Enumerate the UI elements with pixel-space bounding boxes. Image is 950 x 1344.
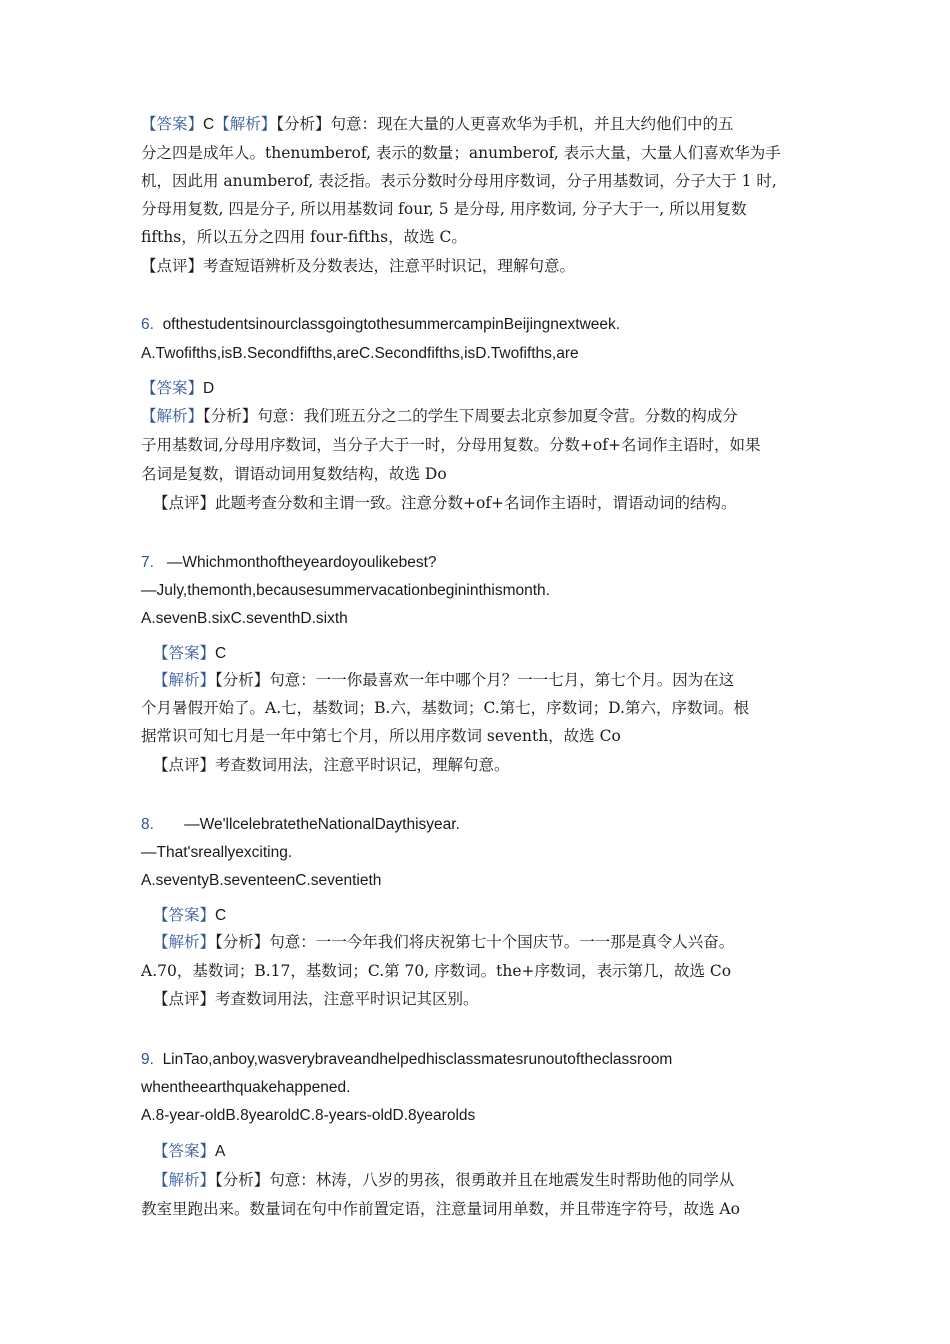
q7-answer-line bbox=[153, 643, 226, 664]
answer-tag: 【答案】 bbox=[153, 644, 216, 662]
q6-answer-line bbox=[141, 378, 214, 399]
q7-analysis-line: 个月暑假开始了。A.七，基数词；B.六，基数词；C.第七，序数词；D.第六，序数词。根 bbox=[141, 699, 749, 717]
q8-comment: 【点评】考查数词用法，注意平时识记其区别。 bbox=[153, 990, 479, 1008]
q7-analysis-line: 据常识可知七月是一年中第七个月，所以用序数词 seventh，故选 Co bbox=[141, 727, 621, 745]
q5-comment: 【点评】考查短语辨析及分数表达，注意平时识记，理解句意。 bbox=[141, 257, 576, 275]
answer-tag: 【答案】 bbox=[153, 906, 216, 924]
q8-answer-line bbox=[153, 905, 226, 926]
answer-tag: 【答案】 bbox=[141, 379, 204, 397]
q6-stem bbox=[141, 315, 620, 335]
q8-stem bbox=[141, 815, 460, 835]
question-number: 9. bbox=[141, 1051, 154, 1068]
q7-comment: 【点评】考查数词用法，注意平时识记，理解句意。 bbox=[153, 756, 510, 774]
analysis-text: 【分析】句意：一一你最喜欢一年中哪个月？一一七月，第七个月。因为在这 bbox=[215, 671, 735, 689]
analysis-text: 【分析】句意：林涛，八岁的男孩，很勇敢并且在地震发生时帮助他的同学从 bbox=[215, 1171, 735, 1189]
jiexi-tag: 【解析】 bbox=[141, 407, 204, 425]
question-number: 6. bbox=[141, 316, 154, 333]
jiexi-tag: 【解析】 bbox=[153, 933, 216, 951]
q9-stem bbox=[141, 1050, 672, 1070]
q9-options: A.8-year-oldB.8yearoldC.8-years-oldD.8yearolds bbox=[141, 1107, 476, 1124]
answer-letter: A bbox=[215, 1143, 226, 1160]
q7-options: A.sevenB.sixC.seventhD.sixth bbox=[141, 610, 348, 627]
question-text: —We'llcelebratetheNationalDaythisyear. bbox=[184, 816, 460, 833]
q6-comment: 【点评】此题考查分数和主谓一致。注意分数+of+名词作主语时，谓语动词的结构。 bbox=[153, 494, 737, 512]
q6-analysis-line bbox=[141, 406, 738, 426]
question-text: —Whichmonthoftheyeardoyoulikebest? bbox=[166, 554, 437, 571]
analysis-text: 【分析】句意：一一今年我们将庆祝第七十个国庆节。一一那是真令人兴奋。 bbox=[215, 933, 735, 951]
question-number: 7. bbox=[141, 554, 154, 571]
q9-analysis-line bbox=[153, 1170, 734, 1190]
answer-letter: C bbox=[215, 907, 227, 924]
jiexi-tag: 【解析】 bbox=[153, 671, 216, 689]
analysis-text: 【分析】句意：现在大量的人更喜欢华为手机，并且大约他们中的五 bbox=[276, 115, 734, 133]
q7-analysis-line bbox=[153, 670, 734, 690]
question-text: LinTao,anboy,wasverybraveandhelpedhisclassmatesrunoutoftheclassroom bbox=[162, 1051, 673, 1068]
q6-analysis-line: 名词是复数，谓语动词用复数结构，故选 Do bbox=[141, 465, 447, 483]
q5-analysis-line: 分之四是成年人。thenumberof, 表示的数量；anumberof, 表示大量，大量人们喜欢华为手 bbox=[141, 144, 781, 162]
q8-analysis-line bbox=[153, 932, 734, 952]
q7-stem bbox=[141, 553, 437, 573]
q6-options: A.Twofifths,isB.Secondfifths,areC.Secondfifths,isD.Twofifths,are bbox=[141, 345, 579, 362]
q9-stem-line2: whentheearthquakehappened. bbox=[141, 1079, 351, 1096]
question-text: ofthestudentsinourclassgoingtothesummercampinBeijingnextweek. bbox=[162, 316, 621, 333]
q5-analysis-line: 分母用复数, 四是分子, 所以用基数词 four, 5 是分母, 用序数词, 分子大于一, 所以用复数 bbox=[141, 200, 747, 218]
q7-stem-line2: —July,themonth,becausesummervacationbegininthismonth. bbox=[141, 582, 550, 599]
jiexi-tag: 【解析】 bbox=[214, 115, 277, 133]
q8-analysis-line: A.70，基数词；B.17，基数词；C.第 70, 序数词。the+序数词，表示第几，故选 Co bbox=[141, 962, 732, 980]
q8-options: A.seventyB.seventeenC.seventieth bbox=[141, 872, 382, 889]
question-number: 8. bbox=[141, 816, 154, 833]
q8-stem-line2: —That'sreallyexciting. bbox=[141, 844, 293, 861]
q5-analysis-line: 机，因此用 anumberof, 表泛指。表示分数时分母用序数词，分子用基数词，分子大于 1 时, bbox=[141, 172, 777, 190]
q5-answer-line bbox=[141, 114, 734, 135]
answer-letter: D bbox=[203, 380, 215, 397]
jiexi-tag: 【解析】 bbox=[153, 1171, 216, 1189]
answer-tag: 【答案】 bbox=[153, 1142, 216, 1160]
answer-letter: C bbox=[203, 116, 215, 133]
answer-letter: C bbox=[215, 645, 227, 662]
q9-answer-line bbox=[153, 1141, 225, 1162]
q9-analysis-line: 教室里跑出来。数量词在句中作前置定语，注意量词用单数，并且带连字符号，故选 Ao bbox=[141, 1200, 740, 1218]
q5-analysis-line: fifths，所以五分之四用 four-fifths，故选 C。 bbox=[141, 228, 467, 246]
q6-analysis-line: 子用基数词,分母用序数词，当分子大于一时，分母用复数。分数+of+名词作主语时，如果 bbox=[141, 436, 761, 454]
answer-tag: 【答案】 bbox=[141, 115, 204, 133]
analysis-text: 【分析】句意：我们班五分之二的学生下周要去北京参加夏令营。分数的构成分 bbox=[203, 407, 738, 425]
